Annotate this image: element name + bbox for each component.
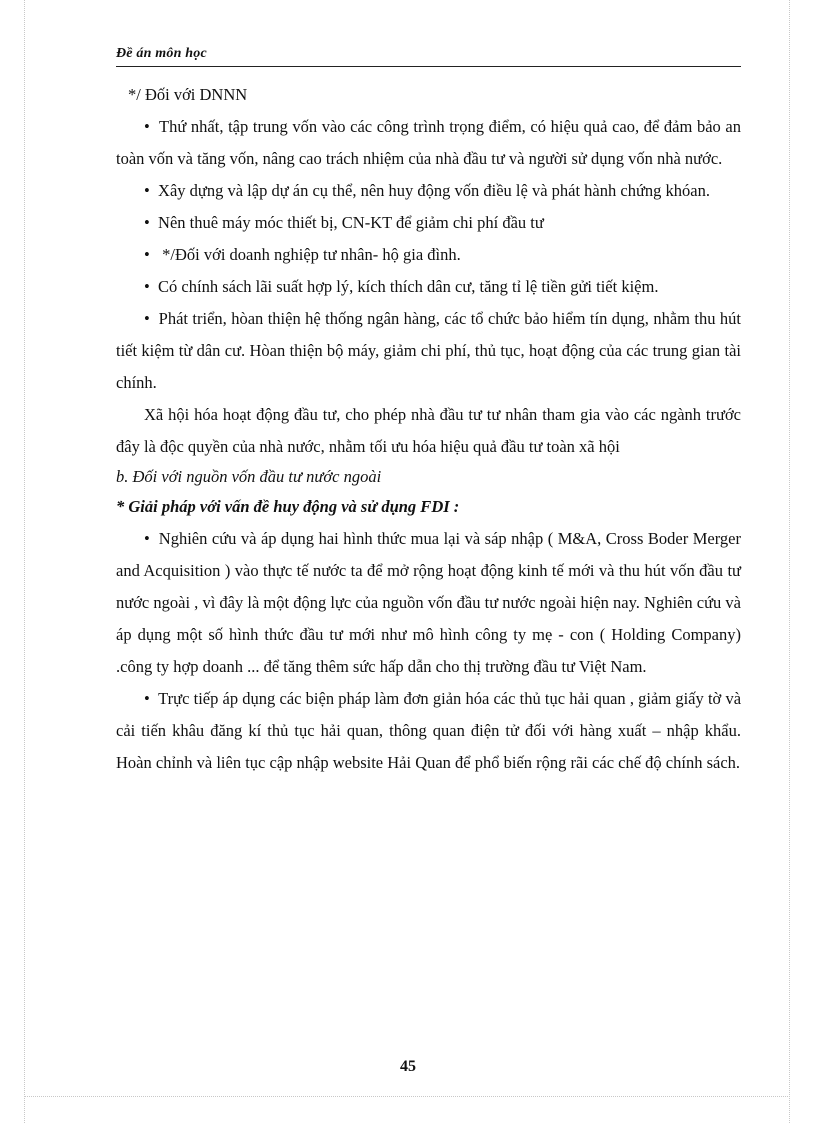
bullet-icon: • <box>144 689 150 708</box>
section-heading-b: b. Đối với nguồn vốn đầu tư nước ngoài <box>116 467 382 486</box>
bullet-icon: • <box>144 181 150 200</box>
paragraph-xhh: Xã hội hóa hoạt động đầu tư, cho phép nhà đầu tư tư nhân tham gia vào các ngành trước đây là độc quyền của nhà nước, nhằm tối ưu hóa hiệu quả đầu tư toàn xã hội <box>116 405 741 456</box>
page-border-bottom <box>24 1096 790 1097</box>
header-title: Đề án môn học <box>116 46 207 61</box>
bullet-icon: • <box>144 117 150 136</box>
section-heading-dnnn: */ Đối với DNNN <box>128 85 248 104</box>
bullet-item: • */Đối với doanh nghiệp tư nhân- hộ gia đình. <box>144 245 461 264</box>
bullet-icon: • <box>144 213 150 232</box>
page-number: 45 <box>400 1058 416 1075</box>
bullet-item: • Trực tiếp áp dụng các biện pháp làm đơn giản hóa các thủ tục hải quan , giảm giấy tờ và cải tiến khâu đăng kí thủ tục hải quan, thông quan điện tử đối với hàng xuất – nhập khẩu. Hoàn chỉnh và liên tục cập nhập website Hải Quan để phổ biến rộng rãi các chế độ chính sách. <box>116 689 742 772</box>
bullet-icon: • <box>144 309 150 328</box>
bullet-item: • Nghiên cứu và áp dụng hai hình thức mua lại và sáp nhập ( M&A, Cross Boder Merger and Acquisition ) vào thực tế nước ta để mở rộng hoạt động kinh tế mới và thu hút vốn đầu tư nước ngoài , vì đây là một động lực của nguồn vốn đầu tư nước ngoài hiện nay. Nghiên cứu và áp dụng một số hình thức đầu tư mới như mô hình công ty mẹ - con ( Holding Company) .công ty hợp doanh ... để tăng thêm sức hấp dẫn cho thị trường đầu tư Việt Nam. <box>116 529 741 676</box>
bullet-item: • Phát triển, hòan thiện hệ thống ngân hàng, các tổ chức bảo hiểm tín dụng, nhằm thu hút tiết kiệm từ dân cư. Hòan thiện bộ máy, giảm chi phí, thủ tục, hoạt động của các trung gian tài chính. <box>116 309 742 392</box>
page-header <box>116 46 741 67</box>
bullet-item: • Thứ nhất, tập trung vốn vào các công trình trọng điểm, có hiệu quả cao, để đảm bảo an toàn vốn và tăng vốn, nâng cao trách nhiệm của nhà đầu tư và người sử dụng vốn nhà nước. <box>116 117 741 168</box>
bullet-item: • Có chính sách lãi suất hợp lý, kích thích dân cư, tăng tỉ lệ tiền gửi tiết kiệm. <box>144 277 659 296</box>
bullet-icon: • <box>144 245 150 264</box>
page-border-right <box>789 0 790 1123</box>
section-heading-fdi: * Giải pháp với vấn đề huy động và sử dụng FDI : <box>116 497 460 516</box>
page-border-left <box>24 0 25 1123</box>
bullet-item: • Nên thuê máy móc thiết bị, CN-KT để giảm chi phí đầu tư <box>144 213 544 232</box>
bullet-icon: • <box>144 277 150 296</box>
document-body <box>116 79 741 779</box>
bullet-item: • Xây dựng và lập dự án cụ thể, nên huy động vốn điều lệ và phát hành chứng khóan. <box>144 181 710 200</box>
bullet-icon: • <box>144 529 150 548</box>
